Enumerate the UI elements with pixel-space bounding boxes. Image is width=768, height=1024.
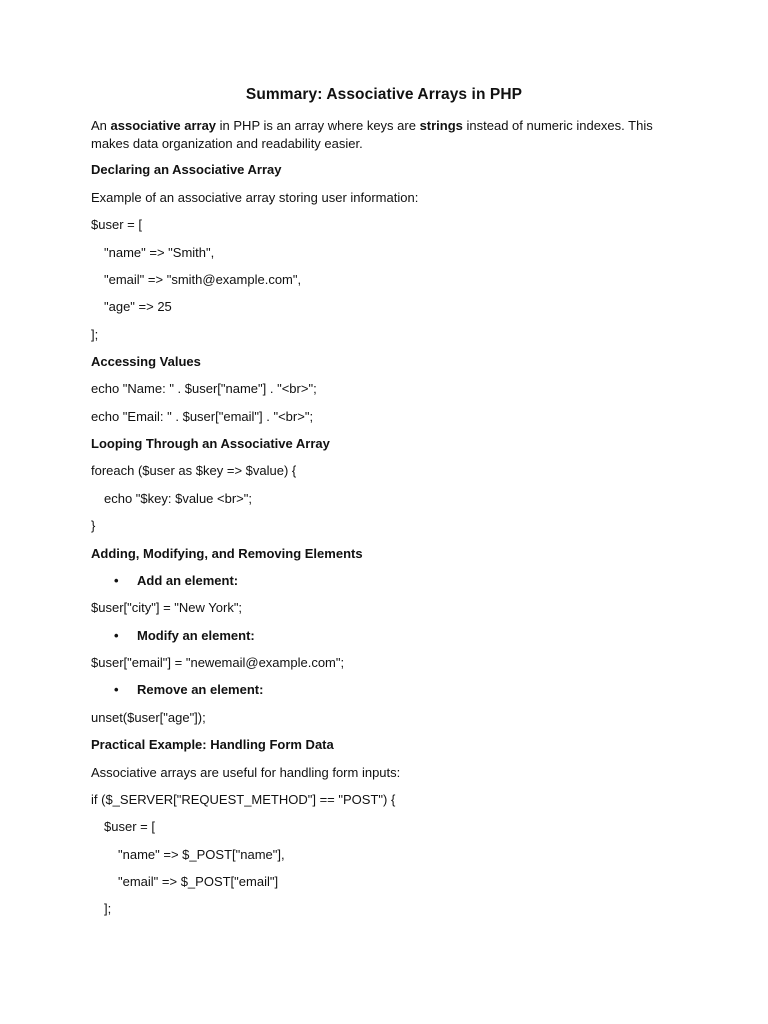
page-title: Summary: Associative Arrays in PHP [245,86,523,103]
heading-looping: Looping Through an Associative Array [91,436,330,451]
code-line: if ($_SERVER["REQUEST_METHOD"] == "POST") { [91,792,396,807]
heading-declaring: Declaring an Associative Array [91,162,282,177]
code-line: "name" => "Smith", [104,245,215,260]
code-line: ]; [104,901,112,916]
code-line: ]; [91,327,99,342]
intro-text-3: instead of numeric indexes. This makes data organization and readability easier. [91,118,653,151]
code-line: "email" => $_POST["email"] [118,874,279,889]
code-line: $user["email"] = "newemail@example.com"; [91,655,345,670]
code-line: foreach ($user as $key => $value) { [91,463,297,478]
code-line: } [91,518,96,533]
code-line: echo "Name: " . $user["name"] . "<br>"; [91,381,317,396]
heading-accessing: Accessing Values [91,354,201,369]
bullet-icon: • [114,682,119,697]
code-line: unset($user["age"]); [91,710,206,725]
code-line: "email" => "smith@example.com", [104,272,302,287]
intro-text-1: An [91,118,111,133]
code-line: echo "Email: " . $user["email"] . "<br>"; [91,409,314,424]
code-line: $user = [ [91,217,142,232]
code-line: "name" => $_POST["name"], [118,847,285,862]
intro-text-2: in PHP is an array where keys are [216,118,420,133]
declaring-description: Example of an associative array storing user information: [91,190,419,205]
code-line: $user["city"] = "New York"; [91,600,243,615]
practical-description: Associative arrays are useful for handling form inputs: [91,765,401,780]
code-line: $user = [ [104,819,155,834]
intro-bold-associative-array: associative array [110,118,217,133]
code-line: "age" => 25 [104,299,172,314]
bullet-label-remove: Remove an element: [137,682,264,697]
bullet-label-add: Add an element: [137,573,239,588]
code-line: echo "$key: $value <br>"; [104,491,252,506]
bullet-icon: • [114,628,119,643]
intro-paragraph [91,117,691,153]
intro-bold-strings: strings [419,118,463,133]
heading-practical: Practical Example: Handling Form Data [91,737,334,752]
bullet-icon: • [114,573,119,588]
bullet-label-modify: Modify an element: [137,628,255,643]
heading-modifying: Adding, Modifying, and Removing Elements [91,546,363,561]
